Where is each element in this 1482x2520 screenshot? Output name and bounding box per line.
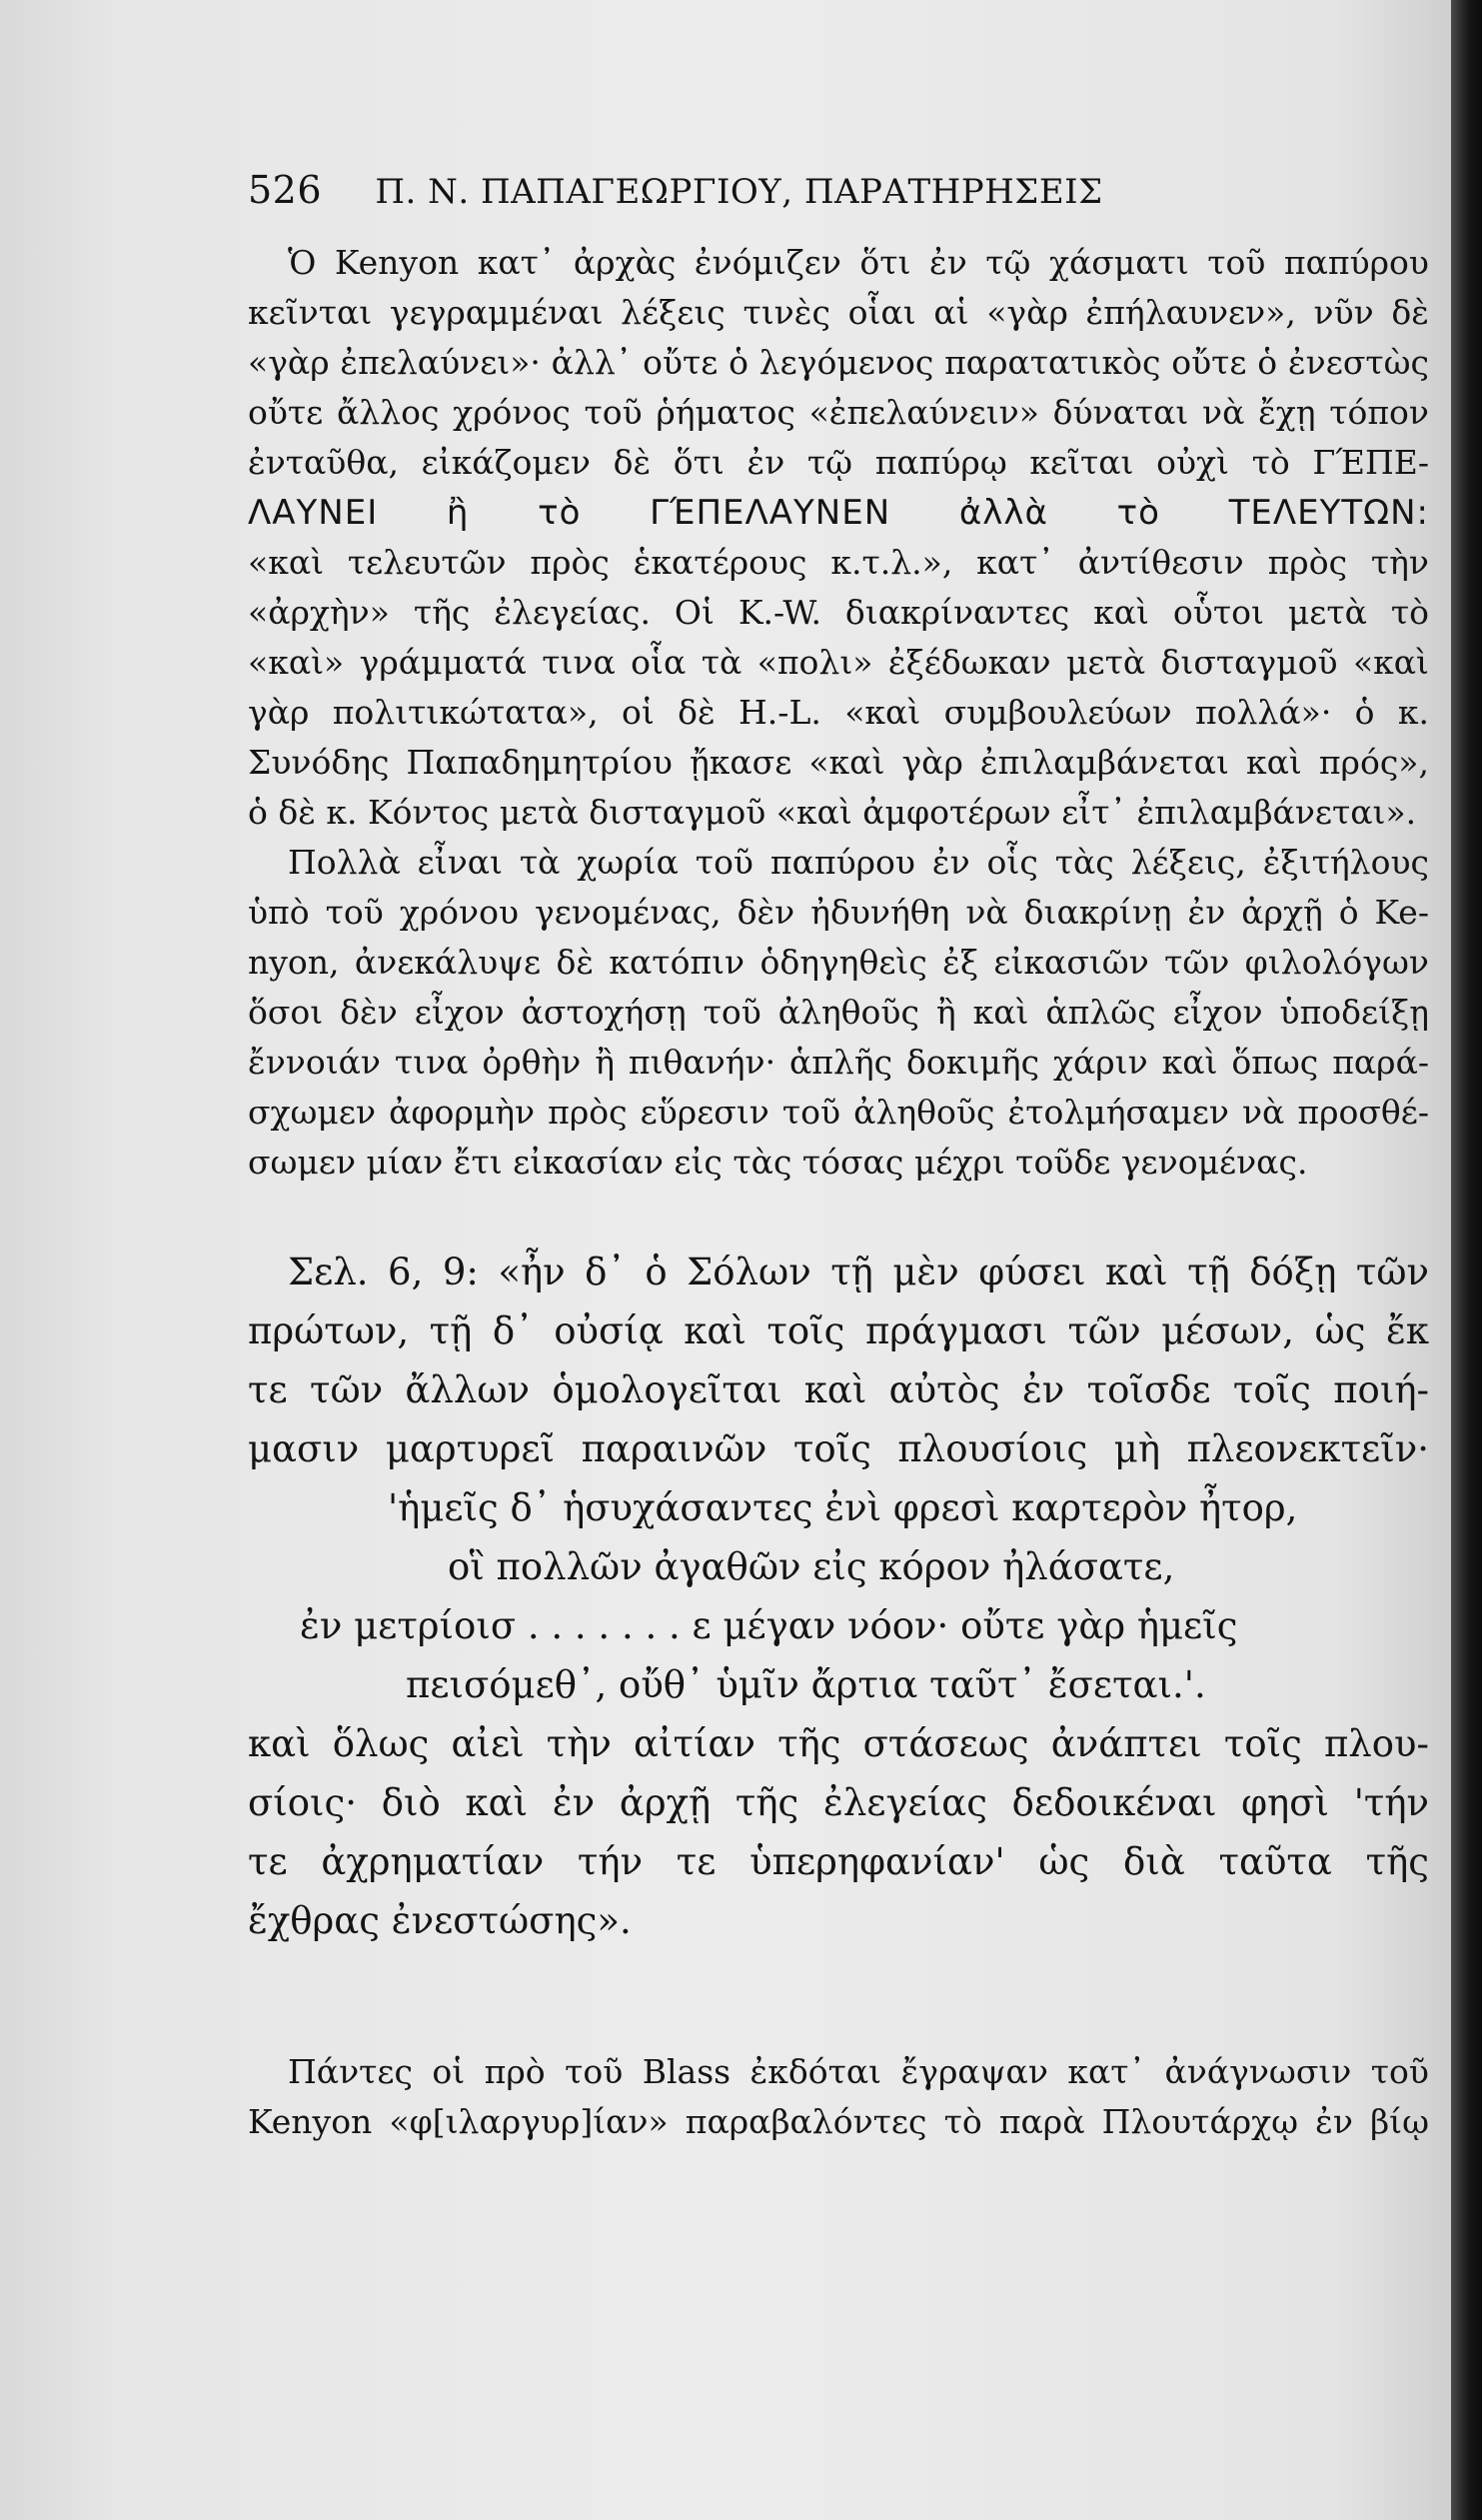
text-line: ἔχθρας ἐνεστώσης».	[248, 1899, 632, 1942]
paragraph-conjectures	[248, 838, 1429, 1188]
text-line: γὰρ πολιτικώτατα», οἱ δὲ H.-L. «καὶ συμβουλεύων πολλά»· ὁ κ.	[248, 693, 1429, 732]
text-line: «ἀρχὴν» τῆς ἐλεγείας. Οἱ K.-W. διακρίναντες καὶ οὗτοι μετὰ τὸ	[248, 593, 1429, 632]
paragraph-editors	[248, 2047, 1429, 2147]
text-line: ὁ δὲ κ. Κόντος μετὰ δισταγμοῦ «καὶ ἀμφοτέρων εἶτ᾽ ἐπιλαμβάνεται».	[248, 793, 1417, 832]
text-line: «καὶ» γράμματά τινα οἷα τὰ «πολι» ἐξέδωκαν μετὰ δισταγμοῦ «καὶ	[248, 643, 1429, 682]
text-line: καὶ ὅλως αἰεὶ τὴν αἰτίαν τῆς στάσεως ἀνάπτει τοῖς πλου-	[248, 1722, 1429, 1765]
text-line: πρώτων, τῇ δ᾽ οὐσίᾳ καὶ τοῖς πράγμασι τῶν μέσων, ὡς ἔκ	[248, 1309, 1429, 1352]
quotation-intro	[248, 1243, 1429, 1478]
text-line: Πάντες οἱ πρὸ τοῦ Blass ἐκδόται ἔγραψαν κατ᾽ ἀνάγνωσιν τοῦ	[288, 2052, 1429, 2091]
book-edge-shadow	[1451, 0, 1482, 2520]
verse-line: ἐν μετρίοισ . . . . . . . ε μέγαν νόον· οὔτε γὰρ ἡμεῖς	[300, 1604, 1238, 1647]
text-line: ΛΑΥΝΕΙ ἢ τὸ ΓΈΠΕΛΑΥΝΕΝ ἀλλὰ τὸ ΤΕΛΕΥΤΩΝ:	[248, 493, 1429, 533]
running-title: Π. Ν. ΠΑΠΑΓΕΩΡΓΙΟΥ, ΠΑΡΑΤΗΡΗΣΕΙΣ	[375, 172, 1103, 212]
verse-line: πεισόμεθ᾽, οὔθ᾽ ὑμῖν ἄρτια ταῦτ᾽ ἔσεται.'.	[406, 1663, 1206, 1706]
text-line: «καὶ τελευτῶν πρὸς ἑκατέρους κ.τ.λ.», κατ᾽ ἀντίθεσιν πρὸς τὴν	[248, 543, 1429, 582]
text-line: Σελ. 6, 9: «ἦν δ᾽ ὁ Σόλων τῇ μὲν φύσει καὶ τῇ δόξῃ τῶν	[288, 1251, 1429, 1293]
text-line: τε ἀχρηματίαν τήν τε ὑπερηφανίαν' ὡς διὰ ταῦτα τῆς	[248, 1840, 1429, 1883]
text-line: οὔτε ἄλλος χρόνος τοῦ ῥήματος «ἐπελαύνειν» δύναται νὰ ἔχῃ τόπον	[248, 393, 1429, 432]
text-line: ὅσοι δὲν εἶχον ἀστοχήσῃ τοῦ ἀληθοῦς ἢ καὶ ἁπλῶς εἶχον ὑποδείξῃ	[248, 993, 1429, 1032]
text-line: Συνόδης Παπαδημητρίου ᾔκασε «καὶ γὰρ ἐπιλαμβάνεται καὶ πρός»,	[248, 743, 1429, 782]
text-line: «γὰρ ἐπελαύνει»· ἀλλ᾽ οὔτε ὁ λεγόμενος παρατατικὸς οὔτε ὁ ἐνεστὼς	[248, 343, 1429, 382]
text-line: σχωμεν ἀφορμὴν πρὸς εὕρεσιν τοῦ ἀληθοῦς ἐτολμήσαμεν νὰ προσθέ-	[248, 1093, 1429, 1132]
text-line: ἔννοιάν τινα ὀρθὴν ἢ πιθανήν· ἁπλῆς δοκιμῆς χάριν καὶ ὅπως παρά-	[248, 1043, 1429, 1082]
text-line: τε τῶν ἄλλων ὁμολογεῖται καὶ αὐτὸς ἐν τοῖσδε τοῖς ποιή-	[248, 1368, 1429, 1411]
text-line: ὑπὸ τοῦ χρόνου γενομένας, δὲν ἠδυνήθη νὰ διακρίνῃ ἐν ἀρχῇ ὁ Ke-	[248, 893, 1429, 932]
text-line: κεῖνται γεγραμμέναι λέξεις τινὲς οἷαι αἱ «γὰρ ἐπήλαυνεν», νῦν δὲ	[248, 293, 1429, 332]
text-line: ἐνταῦθα, εἰκάζομεν δὲ ὅτι ἐν τῷ παπύρῳ κεῖται οὐχὶ τὸ ΓΈΠΕ-	[248, 443, 1429, 482]
verse-quotation	[248, 1478, 1429, 1714]
verse-line: 'ἡμεῖς δ᾽ ἡσυχάσαντες ἐνὶ φρεσὶ καρτερὸν ἦτορ,	[388, 1486, 1298, 1529]
text-line: μασιν μαρτυρεῖ παραινῶν τοῖς πλουσίοις μὴ πλεονεκτεῖν·	[248, 1427, 1429, 1470]
text-line: σίοις· διὸ καὶ ἐν ἀρχῇ τῆς ἐλεγείας δεδοικέναι φησὶ 'τήν	[248, 1781, 1429, 1824]
paragraph-kenyon	[248, 238, 1429, 838]
quotation-close	[248, 1714, 1429, 1950]
page-number: 526	[248, 168, 323, 212]
text-line: Ὁ Kenyon κατ᾽ ἀρχὰς ἐνόμιζεν ὅτι ἐν τῷ χάσματι τοῦ παπύρου	[288, 243, 1429, 282]
text-line: nyon, ἀνεκάλυψε δὲ κατόπιν ὁδηγηθεὶς ἐξ εἰκασιῶν τῶν φιλολόγων	[248, 943, 1429, 982]
text-line: σωμεν μίαν ἔτι εἰκασίαν εἰς τὰς τόσας μέχρι τοῦδε γενομένας.	[248, 1143, 1308, 1182]
text-line: Kenyon «φ[ιλαργυρ]ίαν» παραβαλόντες τὸ παρὰ Πλουτάρχῳ ἐν βίῳ	[248, 2102, 1429, 2141]
verse-line: οἳ πολλῶν ἀγαθῶν εἰς κόρον ἠλάσατε,	[448, 1545, 1175, 1588]
running-header	[248, 168, 1427, 212]
text-line: Πολλὰ εἶναι τὰ χωρία τοῦ παπύρου ἐν οἷς τὰς λέξεις, ἐξιτήλους	[288, 843, 1429, 882]
